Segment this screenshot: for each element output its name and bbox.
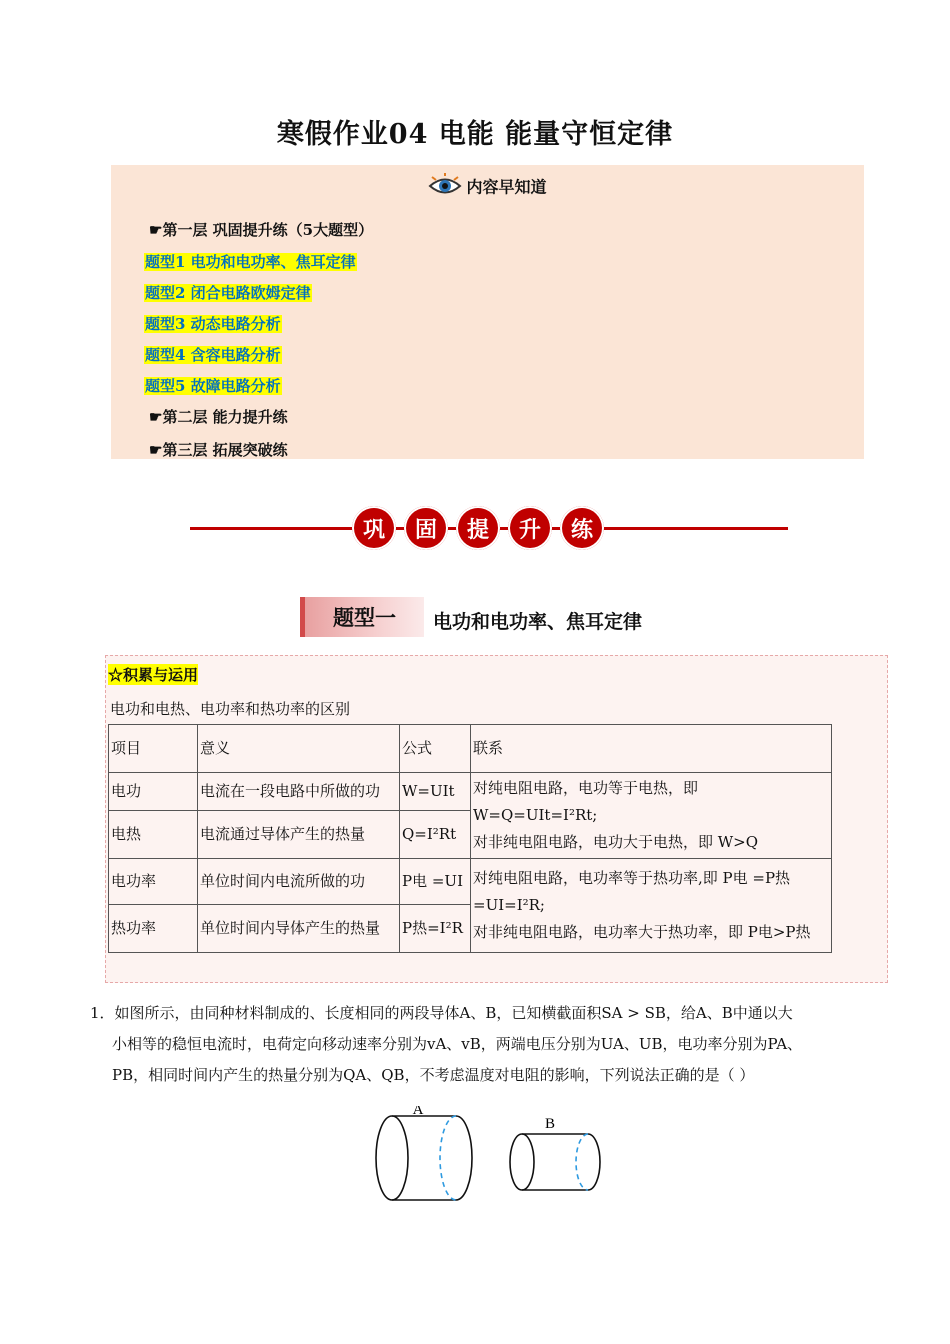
- conductor-b: [510, 1134, 600, 1190]
- question-number: 1．: [90, 1004, 115, 1022]
- relation-line: 对纯电阻电路，电功率等于热功率,即 P电 =P热: [473, 869, 791, 887]
- table-cell: 电功: [109, 773, 198, 811]
- label-b: B: [544, 1116, 556, 1132]
- relation-cell-1: [471, 773, 832, 859]
- question-line: PB，相同时间内产生的热量分别为QA、QB，不考虑温度对电阻的影响，下列说法正确的是（ ）: [112, 1066, 755, 1084]
- table-cell: 单位时间内电流所做的功: [198, 859, 400, 905]
- section-banner: [190, 506, 788, 552]
- toc-panel: [111, 165, 864, 459]
- toc-heading-text: 内容早知道: [466, 177, 547, 197]
- question-line: 如图所示，由同种材料制成的、长度相同的两段导体A、B，已知横截面积SA > SB，给A、B中通以大: [114, 1004, 793, 1022]
- toc-type-3[interactable]: 题型3 动态电路分析: [145, 315, 281, 333]
- table-cell: Q=I²Rt: [400, 811, 471, 859]
- toc-type-4[interactable]: 题型4 含容电路分析: [145, 346, 281, 364]
- table-header: 联系: [471, 725, 832, 773]
- toc-type-2[interactable]: 题型2 闭合电路欧姆定律: [145, 284, 311, 302]
- table-cell: 电流通过导体产生的热量: [198, 811, 400, 859]
- banner-char: 练: [560, 506, 604, 550]
- table-cell: W=UIt: [400, 773, 471, 811]
- table-header: 公式: [400, 725, 471, 773]
- table-cell: 电热: [109, 811, 198, 859]
- toc-layer-1[interactable]: ☛第一层 巩固提升练（5大题型）: [149, 221, 374, 239]
- table-cell: 单位时间内导体产生的热量: [198, 905, 400, 953]
- conductor-a: [376, 1116, 472, 1200]
- banner-char: 升: [508, 506, 552, 550]
- relation-line: 对非纯电阻电路，电功率大于热功率，即 P电>P热: [473, 923, 811, 941]
- table-cell: 电功率: [109, 859, 198, 905]
- banner-char: 固: [404, 506, 448, 550]
- relation-line: 对非纯电阻电路，电功大于电热，即 W>Q: [473, 833, 759, 851]
- table-cell: 热功率: [109, 905, 198, 953]
- toc-type-1[interactable]: 题型1 电功和电功率、焦耳定律: [145, 253, 356, 271]
- table-cell: 电流在一段电路中所做的功: [198, 773, 400, 811]
- comparison-table: [108, 724, 832, 953]
- banner-char: 巩: [352, 506, 396, 550]
- knowledge-subtitle: 电功和电热、电功率和热功率的区别: [110, 700, 351, 718]
- table-header: 项目: [109, 725, 198, 773]
- table-cell: P热=I²R: [400, 905, 471, 953]
- label-a: A: [412, 1106, 424, 1118]
- table-cell: P电 =UI: [400, 859, 471, 905]
- toc-heading: [111, 173, 864, 203]
- banner-char: 提: [456, 506, 500, 550]
- toc-type-5[interactable]: 题型5 故障电路分析: [145, 377, 281, 395]
- page-title: 寒假作业04 电能 能量守恒定律: [276, 119, 674, 150]
- toc-layer-3[interactable]: ☛第三层 拓展突破练: [149, 441, 288, 459]
- table-header: 意义: [198, 725, 400, 773]
- toc-layer-2[interactable]: ☛第二层 能力提升练: [149, 408, 288, 426]
- relation-cell-2: [471, 859, 832, 953]
- type-tag: 题型一: [300, 597, 424, 637]
- question-1: [90, 998, 870, 1091]
- conductor-figure: [370, 1106, 610, 1206]
- type-title: 电功和电功率、焦耳定律: [433, 611, 643, 633]
- relation-line: 对纯电阻电路，电功等于电热，即: [473, 779, 699, 797]
- relation-line: W=Q=UIt=I²Rt;: [473, 806, 598, 824]
- relation-line: =UI=I²R;: [473, 896, 545, 914]
- eye-icon: [428, 173, 462, 203]
- knowledge-tag: ☆积累与运用: [108, 666, 199, 684]
- question-line: 小相等的稳恒电流时，电荷定向移动速率分别为vA、vB，两端电压分别为UA、UB，电功率分别为PA、: [112, 1035, 803, 1053]
